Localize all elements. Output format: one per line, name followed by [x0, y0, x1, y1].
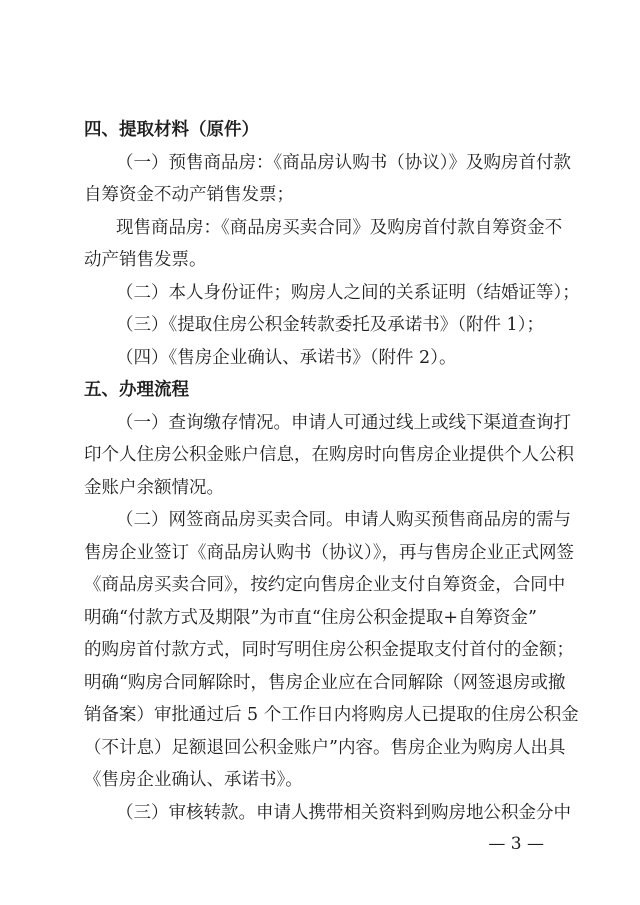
paragraph-line: （不计息）足额退回公积金账户”内容。售房企业为购房人出具 [84, 738, 566, 758]
section-5-heading: 五、办理流程 [84, 380, 189, 400]
paragraph-line: 售房企业签订《商品房认购书（协议）》，再与售房企业正式网签 [84, 543, 574, 563]
paragraph-line: 金账户余额情况。 [84, 478, 224, 498]
paragraph-line: 销备案）审批通过后 5 个工作日内将购房人已提取的住房公积金 [84, 705, 579, 725]
paragraph-line: 《商品房买卖合同》，按约定向售房企业支付自筹资金，合同中 [84, 575, 566, 595]
paragraph-line: （三）《提取住房公积金转款委托及承诺书》（附件 1）； [116, 315, 544, 335]
paragraph-line: 的购房首付款方式，同时写明住房公积金提取支付首付的金额； [84, 640, 574, 660]
paragraph-line: （一）预售商品房：《商品房认购书（协议）》及购房首付款 [116, 153, 571, 173]
paragraph-line: 明确“购房合同解除时，售房企业应在合同解除（网签退房或撤 [84, 673, 566, 693]
section-4-heading: 四、提取材料（原件） [84, 120, 259, 140]
paragraph-line: 明确“付款方式及期限”为市直“住房公积金提取+自筹资金” [84, 608, 537, 628]
paragraph-line: （一）查询缴存情况。申请人可通过线上或线下渠道查询打 [116, 413, 571, 433]
page-number: — 3 — [488, 834, 544, 854]
paragraph-line: 印个人住房公积金账户信息，在购房时向售房企业提供个人公积 [84, 445, 574, 465]
paragraph-line: 动产销售发票。 [84, 250, 207, 270]
paragraph-line: （二）本人身份证件；购房人之间的关系证明（结婚证等）； [116, 283, 580, 303]
paragraph-line: （三）审核转款。申请人携带相关资料到购房地公积金分中 [116, 803, 571, 823]
paragraph-line: （四）《售房企业确认、承诺书》（附件 2）。 [116, 348, 457, 368]
paragraph-line: 现售商品房：《商品房买卖合同》及购房首付款自筹资金不 [116, 218, 563, 238]
paragraph-line: （二）网签商品房买卖合同。申请人购买预售商品房的需与 [116, 510, 571, 530]
paragraph-line: 《售房企业确认、承诺书》。 [84, 770, 303, 790]
paragraph-line: 自筹资金不动产销售发票； [84, 185, 294, 205]
